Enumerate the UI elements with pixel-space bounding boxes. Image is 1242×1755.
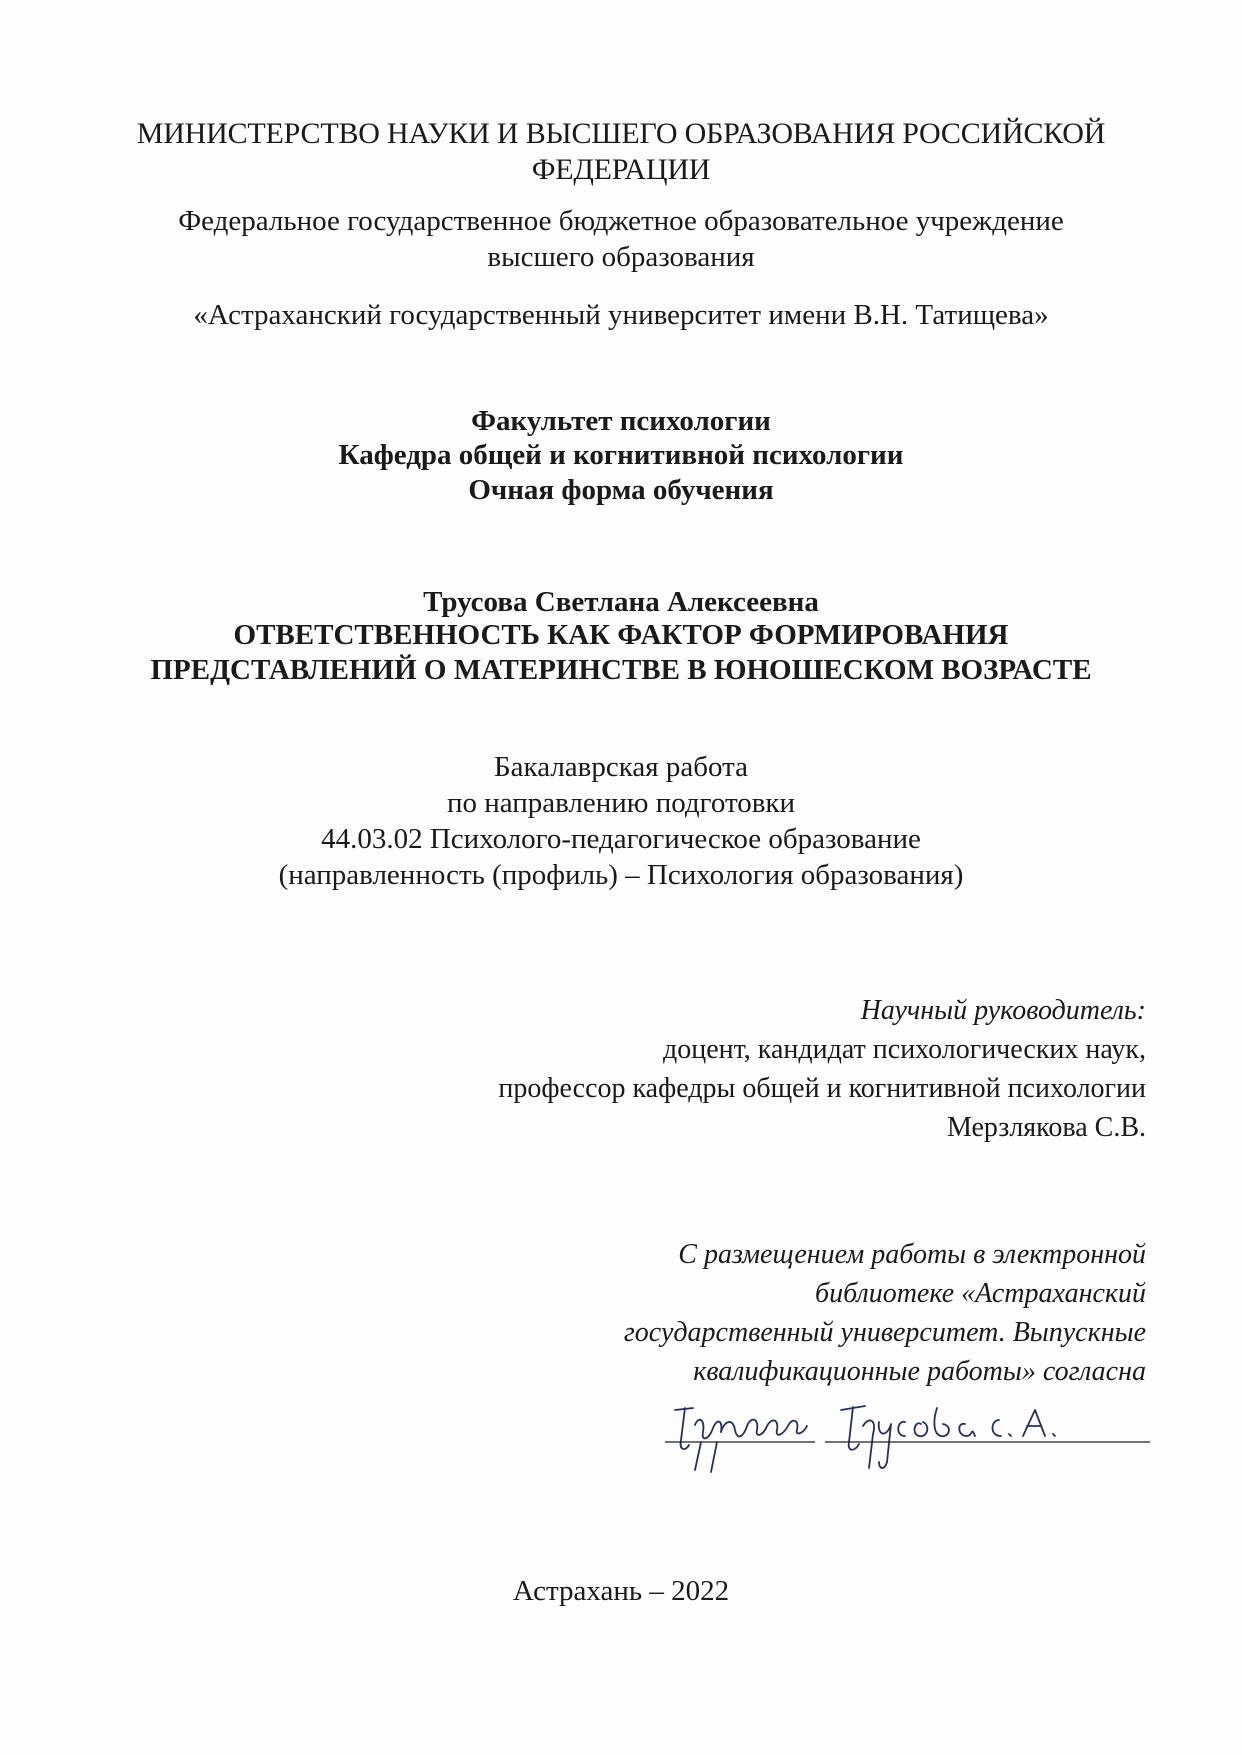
signature-stroke xyxy=(993,1420,1012,1436)
signature-stroke xyxy=(879,1422,891,1468)
consent-line-1: С размещением работы в электронной xyxy=(678,1239,1146,1270)
work-type-line-3: 44.03.02 Психолого-педагогическое образование xyxy=(321,823,921,855)
thesis-title-line-2: ПРЕДСТАВЛЕНИЙ О МАТЕРИНСТВЕ В ЮНОШЕСКОМ ВОЗРАСТЕ xyxy=(150,654,1092,686)
institution-line-1: Федеральное государственное бюджетное образовательное учреждение xyxy=(178,205,1064,237)
author-name: Трусова Светлана Алексеевна xyxy=(423,586,819,618)
supervisor-line-1: доцент, кандидат психологических наук, xyxy=(663,1034,1146,1065)
supervisor-label: Научный руководитель: xyxy=(860,995,1146,1026)
signature-stroke xyxy=(915,1422,928,1436)
supervisor-line-2: профессор кафедры общей и когнитивной психологии xyxy=(498,1073,1146,1104)
faculty-name: Факультет психологии xyxy=(471,405,771,437)
city-year: Астрахань – 2022 xyxy=(512,1575,730,1607)
signature-stroke xyxy=(767,1420,807,1434)
institution-line-2: высшего образования xyxy=(487,241,755,273)
signature-stroke xyxy=(898,1422,905,1436)
supervisor-name: Мерзлякова С.В. xyxy=(946,1112,1146,1143)
signature-stroke xyxy=(721,1420,767,1437)
work-type-line-2: по направлению подготовки xyxy=(446,787,796,819)
study-form: Очная форма обучения xyxy=(468,474,774,506)
ministry-line-1: МИНИСТЕРСТВО НАУКИ И ВЫСШЕГО ОБРАЗОВАНИЯ РОССИЙСКОЙ xyxy=(136,117,1106,150)
signature-stroke xyxy=(695,1442,717,1472)
handwritten-signature xyxy=(665,1390,1150,1480)
signature-stroke xyxy=(934,1408,949,1436)
work-type-line-1: Бакалаврская работа xyxy=(494,751,748,783)
signature-stroke xyxy=(959,1424,975,1436)
consent-line-2: библиотеке «Астраханский xyxy=(815,1278,1146,1309)
consent-line-3: государственный университет. Выпускные xyxy=(623,1317,1146,1348)
signature-stroke xyxy=(863,1420,874,1468)
university-name: «Астраханский государственный университет имени В.Н. Татищева» xyxy=(193,299,1049,331)
signature-stroke xyxy=(675,1408,693,1449)
consent-line-4: квалификационные работы» согласна xyxy=(693,1356,1146,1387)
signature-stroke xyxy=(1023,1410,1055,1436)
signature-stroke xyxy=(841,1406,865,1450)
work-type-line-4: (направленность (профиль) – Психология образования) xyxy=(278,859,964,891)
signature-stroke xyxy=(695,1420,721,1439)
ministry-line-2: ФЕДЕРАЦИИ xyxy=(531,153,711,186)
chair-name: Кафедра общей и когнитивной психологии xyxy=(338,439,904,471)
thesis-title-line-1: ОТВЕТСТВЕННОСТЬ КАК ФАКТОР ФОРМИРОВАНИЯ xyxy=(233,619,1009,651)
